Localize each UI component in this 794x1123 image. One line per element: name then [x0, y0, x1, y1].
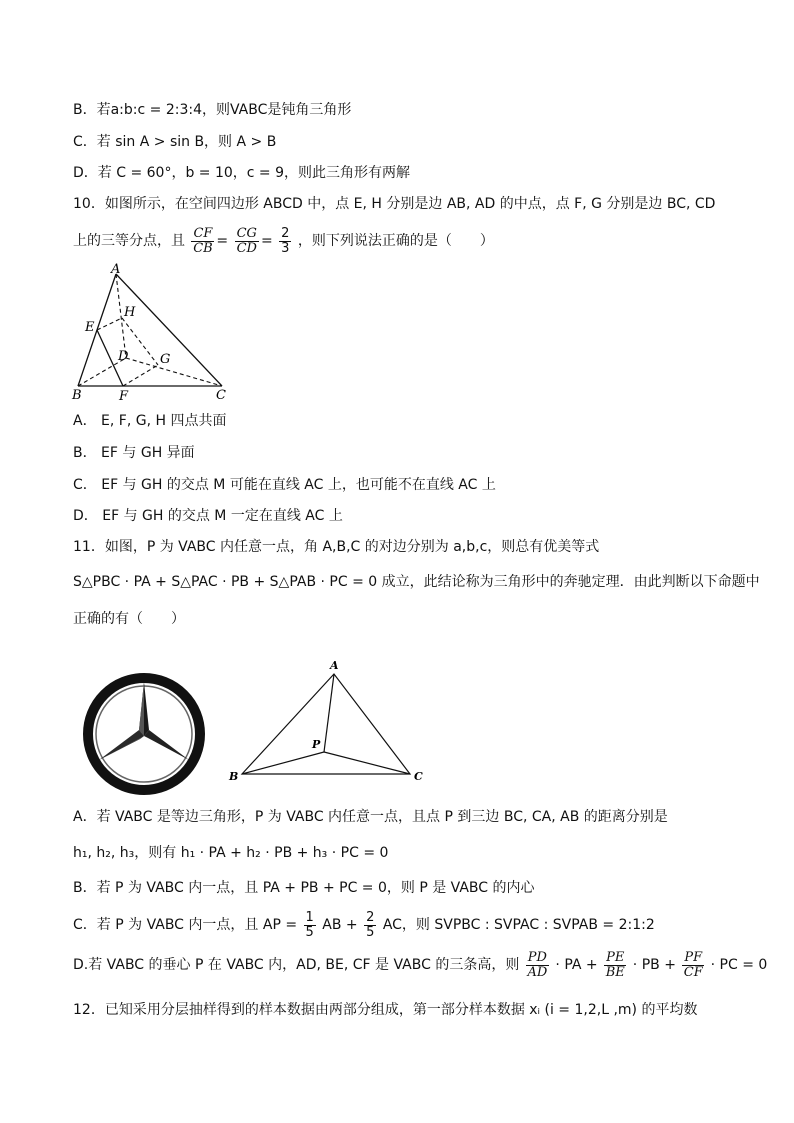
q12-stem: 12．已知采用分层抽样得到的样本数据由两部分组成，第一部分样本数据 xᵢ (i = 1,2,L ,m) 的平均数 — [73, 1002, 698, 1018]
label-g: G — [160, 352, 171, 367]
q11-option-b: B．若 P 为 VABC 内一点，且 PA + PB + PC = 0，则 P 是 VABC 的内心 — [73, 880, 535, 896]
label-d: D — [118, 349, 129, 364]
q11-stem-end: 正确的有（ ） — [73, 611, 185, 627]
tetrahedron-figure — [70, 262, 240, 404]
fraction-one-fifth: $\frac{1}{5}$ — [305, 909, 314, 940]
label-b: B — [72, 388, 82, 403]
fraction-cf-cb: $\frac{CF}{CB}$ — [193, 225, 213, 256]
label-p: P — [312, 738, 321, 751]
q11-option-a-cont: h₁, h₂, h₃，则有 h₁ · PA + h₂ · PB + h₃ · PC = 0 — [73, 845, 389, 861]
q11-stem: 11．如图，P 为 VABC 内任意一点，角 A,B,C 的对边分别为 a,b,c，则总有优美等式 — [73, 539, 600, 555]
fraction-pd-ad: $\frac{PD}{AD}$ — [527, 949, 548, 980]
triangle-abc-figure — [224, 656, 434, 788]
label-h: H — [124, 305, 136, 320]
label-b: B — [229, 770, 239, 783]
label-e: E — [85, 320, 95, 335]
label-a: A — [111, 262, 121, 277]
q10-stem: 10．如图所示，在空间四边形 ABCD 中，点 E, H 分别是边 AB, AD 的中点，点 F, G 分别是边 BC, CD — [73, 196, 716, 212]
q10-option-c: C． EF 与 GH 的交点 M 可能在直线 AC 上，也可能不在直线 AC 上 — [73, 477, 496, 493]
label-c: C — [414, 770, 423, 783]
fraction-cg-cd: $\frac{CG}{CD}$ — [236, 225, 257, 256]
q11-option-d: D.若 VABC 的垂心 P 在 VABC 内，AD, BE, CF 是 VABC 的三条高，则 $\frac{PD}{AD}$ · PA + $\frac{PE}{BE}$ · PB + $\frac{PF}{CF}$ · PC = 0 — [73, 949, 768, 980]
fraction-two-fifths: $\frac{2}{5}$ — [366, 909, 375, 940]
q10-option-b: B． EF 与 GH 异面 — [73, 445, 195, 461]
mercedes-logo-figure — [78, 668, 210, 800]
label-f: F — [119, 389, 129, 404]
q10-option-d: D． EF 与 GH 的交点 M 一定在直线 AC 上 — [73, 508, 343, 524]
q9-option-b: B．若a:b:c = 2:3:4，则VABC是钝角三角形 — [73, 102, 352, 118]
label-a: A — [330, 659, 339, 672]
q9-option-d: D．若 C = 60°，b = 10，c = 9，则此三角形有两解 — [73, 165, 411, 181]
label-c: C — [216, 388, 226, 403]
fraction-pe-be: $\frac{PE}{BE}$ — [605, 949, 625, 980]
q10-stem-cont: 上的三等分点，且 $\frac{CF}{CB}$ = $\frac{CG}{CD}$ = $\frac{2}{3}$ ，则下列说法正确的是（ ） — [73, 225, 494, 256]
fraction-two-thirds: $\frac{2}{3}$ — [281, 225, 290, 256]
q11-option-c: C．若 P 为 VABC 内一点，且 AP = $\frac{1}{5}$ AB + $\frac{2}{5}$ AC，则 SVPBC : SVPAC : SVPAB = 2:1:2 — [73, 909, 655, 940]
q10-option-a: A． E, F, G, H 四点共面 — [73, 413, 227, 429]
q9-option-c: C．若 sin A > sin B，则 A > B — [73, 134, 277, 150]
fraction-pf-cf: $\frac{PF}{CF}$ — [683, 949, 703, 980]
q11-option-a: A．若 VABC 是等边三角形，P 为 VABC 内任意一点，且点 P 到三边 BC, CA, AB 的距离分别是 — [73, 809, 668, 825]
q11-stem-equation: S△PBC · PA + S△PAC · PB + S△PAB · PC = 0 成立，此结论称为三角形中的奔驰定理．由此判断以下命题中 — [73, 574, 760, 590]
